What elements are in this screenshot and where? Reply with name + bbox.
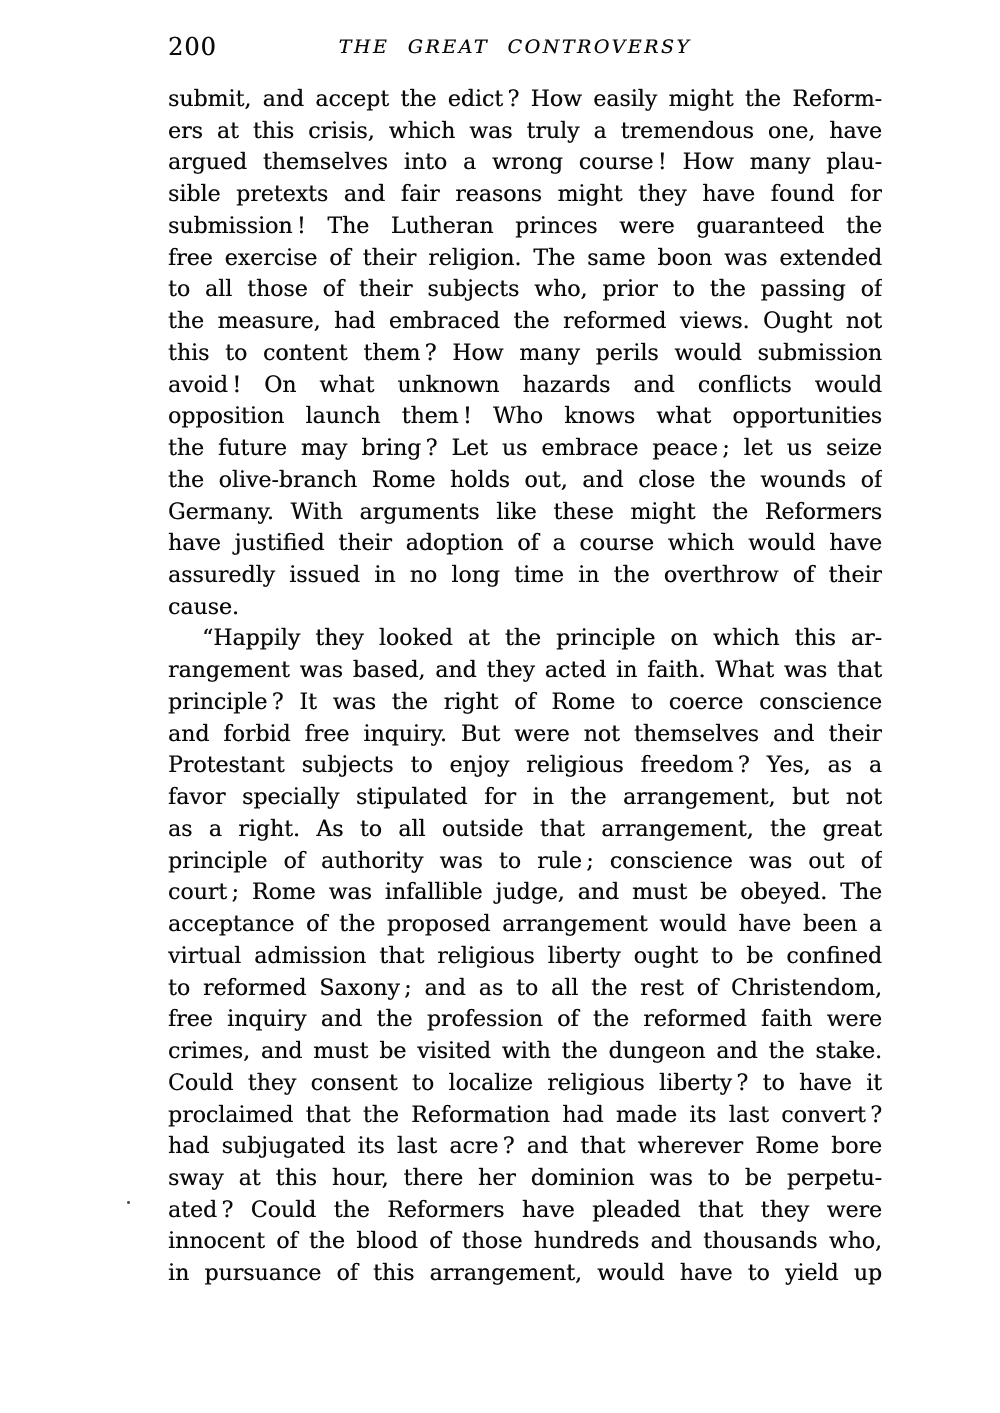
text-line: Could they consent to localize religious liberty ? to have it (168, 1070, 882, 1096)
text-line: submit, and accept the edict ? How easily might the Reform- (168, 87, 882, 112)
text-line: sible pretexts and fair reasons might they have found for (168, 182, 882, 208)
text-line: favor specially stipulated for in the arrangement, but not (168, 785, 882, 811)
text-line: and forbid free inquiry. But were not themselves and their (168, 721, 882, 747)
page-number: 200 (168, 33, 217, 61)
text-line: avoid ! On what unknown hazards and conflicts would (168, 372, 882, 398)
text-line: innocent of the blood of those hundreds and thousands who, (168, 1229, 882, 1255)
text-line: this to content them ? How many perils would submission (168, 340, 882, 366)
text-line: acceptance of the proposed arrangement would have been a (168, 912, 882, 938)
text-line: principle ? It was the right of Rome to coerce conscience (168, 689, 882, 715)
scan-artifact-dot (127, 1201, 130, 1204)
running-title: THE GREAT CONTROVERSY (338, 36, 692, 58)
text-line: virtual admission that religious liberty ought to be confined (168, 943, 882, 969)
text-line: submission ! The Lutheran princes were guaranteed the (168, 213, 882, 239)
text-line: principle of authority was to rule ; conscience was out of (168, 848, 882, 874)
text-line: argued themselves into a wrong course ! How many plau- (168, 150, 882, 176)
text-line: in pursuance of this arrangement, would have to yield up (168, 1261, 882, 1287)
text-line: ers at this crisis, which was truly a tremendous one, have (168, 118, 882, 144)
page-body-text (168, 84, 882, 1290)
text-line: to all those of their subjects who, prior to the passing of (168, 277, 882, 303)
text-line: crimes, and must be visited with the dungeon and the stake. (168, 1039, 882, 1065)
text-line: assuredly issued in no long time in the overthrow of their (168, 563, 882, 589)
text-line: free exercise of their religion. The same boon was extended (168, 245, 882, 271)
text-line: to reformed Saxony ; and as to all the rest of Christendom, (168, 975, 882, 1001)
text-line: Protestant subjects to enjoy religious freedom ? Yes, as a (168, 753, 882, 779)
text-line: court ; Rome was infallible judge, and must be obeyed. The (168, 880, 882, 906)
text-line: “Happily they looked at the principle on which this ar- (202, 626, 882, 652)
text-line: the olive-branch Rome holds out, and close the wounds of (168, 467, 882, 493)
text-line: cause. (168, 594, 239, 620)
text-line: rangement was based, and they acted in faith. What was that (168, 658, 882, 684)
text-line: as a right. As to all outside that arrangement, the great (168, 816, 882, 842)
text-line: ated ? Could the Reformers have pleaded that they were (168, 1197, 882, 1223)
text-line: the measure, had embraced the reformed views. Ought not (168, 309, 882, 335)
text-line: opposition launch them ! Who knows what opportunities (168, 404, 882, 430)
text-line: proclaimed that the Reformation had made its last convert ? (168, 1102, 882, 1128)
text-line: sway at this hour, there her dominion was to be perpetu- (168, 1165, 882, 1191)
text-line: Germany. With arguments like these might the Reformers (168, 499, 882, 525)
text-line: the future may bring ? Let us embrace peace ; let us seize (168, 436, 882, 462)
text-line: had subjugated its last acre ? and that wherever Rome bore (168, 1134, 882, 1160)
text-line: free inquiry and the profession of the reformed faith were (168, 1007, 882, 1033)
text-line: have justified their adoption of a course which would have (168, 531, 882, 557)
